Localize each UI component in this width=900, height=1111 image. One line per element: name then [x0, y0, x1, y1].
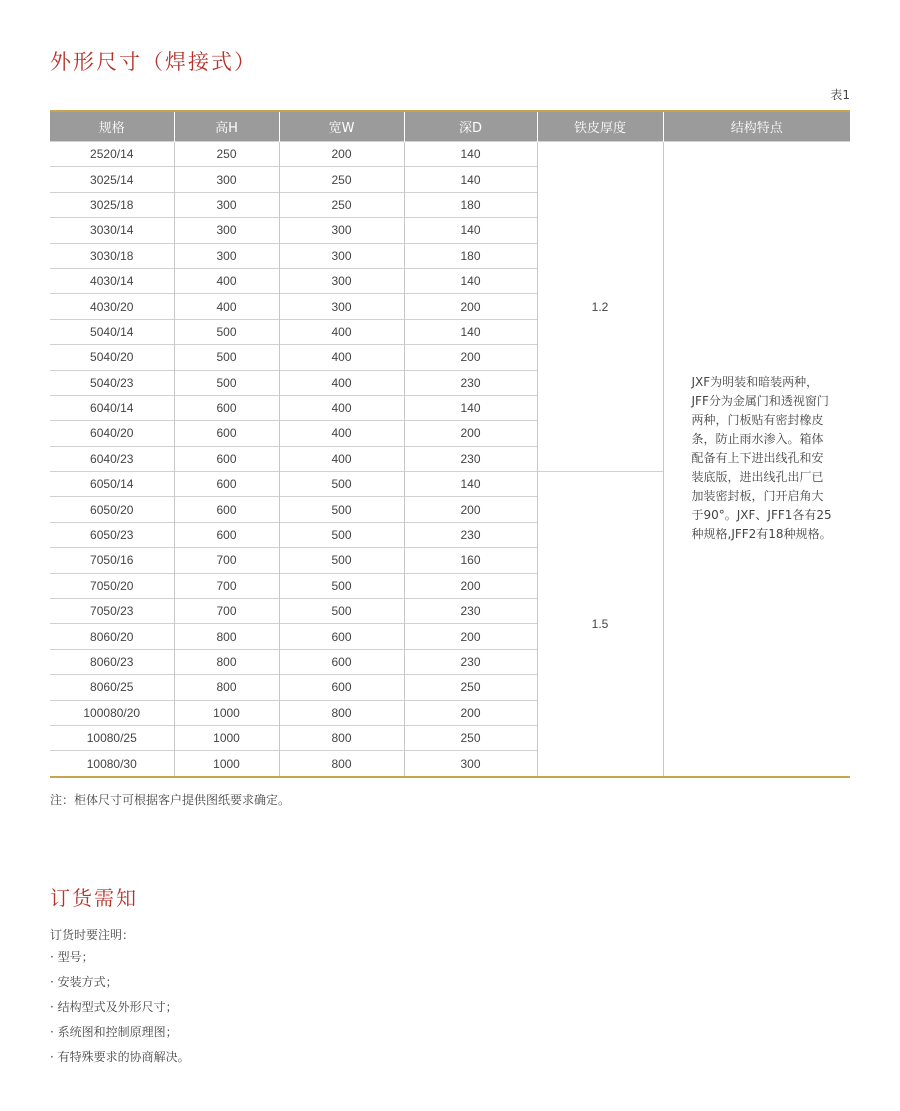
- cell-height: 500: [174, 370, 279, 395]
- cell-depth: 230: [404, 370, 537, 395]
- cell-spec: 7050/16: [50, 548, 174, 573]
- ordering-intro: 订货时要注明：: [50, 928, 135, 942]
- cell-height: 600: [174, 472, 279, 497]
- cell-width: 500: [279, 497, 404, 522]
- cell-depth: 140: [404, 218, 537, 243]
- header-spec: 规格: [50, 111, 174, 142]
- cell-height: 300: [174, 167, 279, 192]
- cell-height: 600: [174, 446, 279, 471]
- cell-depth: 160: [404, 548, 537, 573]
- cell-depth: 180: [404, 192, 537, 217]
- cell-depth: 250: [404, 725, 537, 750]
- cell-width: 600: [279, 675, 404, 700]
- cell-height: 700: [174, 573, 279, 598]
- cell-features: JXF为明装和暗装两种，JFF分为金属门和透视窗门两种，门板贴有密封橡皮条，防止雨水渗入。箱体配备有上下进出线孔和安装底版，进出线孔出厂已加装密封板，门开启角大于90°。JXF、JFF1各有25种规格,JFF2有18种规格。: [663, 142, 850, 777]
- cell-height: 800: [174, 675, 279, 700]
- cell-width: 400: [279, 421, 404, 446]
- cell-width: 250: [279, 192, 404, 217]
- table-header-row: [50, 111, 850, 142]
- cell-depth: 140: [404, 142, 537, 167]
- cell-spec: 5040/23: [50, 370, 174, 395]
- dimensions-table: [50, 110, 850, 778]
- cell-width: 400: [279, 370, 404, 395]
- cell-depth: 200: [404, 700, 537, 725]
- ordering-item: · 结构型式及外形尺寸；: [50, 1000, 178, 1014]
- cell-width: 300: [279, 268, 404, 293]
- cell-spec: 6050/14: [50, 472, 174, 497]
- cell-spec: 4030/20: [50, 294, 174, 319]
- ordering-item: · 安装方式；: [50, 975, 118, 989]
- cell-width: 500: [279, 599, 404, 624]
- cell-height: 300: [174, 218, 279, 243]
- header-depth: 深D: [404, 111, 537, 142]
- cell-height: 500: [174, 345, 279, 370]
- cell-thickness: 1.5: [537, 472, 663, 777]
- cell-height: 1000: [174, 725, 279, 750]
- cell-depth: 140: [404, 268, 537, 293]
- cell-depth: 230: [404, 522, 537, 547]
- cell-depth: 200: [404, 497, 537, 522]
- cell-depth: 200: [404, 421, 537, 446]
- cell-spec: 7050/23: [50, 599, 174, 624]
- cell-height: 800: [174, 649, 279, 674]
- cell-depth: 200: [404, 294, 537, 319]
- cell-height: 600: [174, 497, 279, 522]
- cell-spec: 6050/20: [50, 497, 174, 522]
- header-features: 结构特点: [663, 111, 850, 142]
- table-note: 注：柜体尺寸可根据客户提供图纸要求确定。: [50, 793, 291, 807]
- cell-depth: 140: [404, 395, 537, 420]
- cell-height: 1000: [174, 751, 279, 777]
- cell-spec: 3025/14: [50, 167, 174, 192]
- cell-depth: 250: [404, 675, 537, 700]
- cell-spec: 6040/20: [50, 421, 174, 446]
- cell-height: 700: [174, 548, 279, 573]
- cell-spec: 3025/18: [50, 192, 174, 217]
- table-row: [50, 142, 850, 167]
- table-label: 表1: [830, 88, 850, 102]
- cell-width: 600: [279, 624, 404, 649]
- table-body: [50, 142, 850, 777]
- cell-spec: 10080/30: [50, 751, 174, 777]
- cell-spec: 10080/25: [50, 725, 174, 750]
- section-title-dimensions: 外形尺寸（焊接式）: [50, 50, 257, 74]
- cell-width: 600: [279, 649, 404, 674]
- cell-depth: 200: [404, 345, 537, 370]
- cell-width: 300: [279, 243, 404, 268]
- cell-width: 200: [279, 142, 404, 167]
- cell-spec: 5040/14: [50, 319, 174, 344]
- cell-spec: 6050/23: [50, 522, 174, 547]
- ordering-list: [50, 950, 190, 1075]
- cell-spec: 7050/20: [50, 573, 174, 598]
- cell-spec: 6040/23: [50, 446, 174, 471]
- cell-depth: 230: [404, 649, 537, 674]
- cell-width: 500: [279, 472, 404, 497]
- section-title-ordering: 订货需知: [50, 886, 138, 910]
- cell-thickness: 1.2: [537, 142, 663, 472]
- cell-spec: 8060/20: [50, 624, 174, 649]
- cell-spec: 6040/14: [50, 395, 174, 420]
- cell-width: 500: [279, 522, 404, 547]
- cell-width: 500: [279, 573, 404, 598]
- cell-height: 400: [174, 268, 279, 293]
- cell-spec: 4030/14: [50, 268, 174, 293]
- cell-height: 250: [174, 142, 279, 167]
- cell-depth: 180: [404, 243, 537, 268]
- cell-spec: 3030/18: [50, 243, 174, 268]
- cell-height: 300: [174, 192, 279, 217]
- header-height: 高H: [174, 111, 279, 142]
- cell-width: 400: [279, 345, 404, 370]
- cell-width: 800: [279, 751, 404, 777]
- cell-spec: 3030/14: [50, 218, 174, 243]
- cell-depth: 300: [404, 751, 537, 777]
- cell-spec: 100080/20: [50, 700, 174, 725]
- cell-depth: 230: [404, 599, 537, 624]
- cell-width: 400: [279, 446, 404, 471]
- ordering-item: · 型号；: [50, 950, 94, 964]
- cell-height: 1000: [174, 700, 279, 725]
- cell-width: 300: [279, 218, 404, 243]
- cell-height: 600: [174, 522, 279, 547]
- cell-depth: 140: [404, 319, 537, 344]
- cell-width: 800: [279, 700, 404, 725]
- cell-depth: 200: [404, 624, 537, 649]
- cell-width: 400: [279, 319, 404, 344]
- cell-width: 500: [279, 548, 404, 573]
- cell-spec: 5040/20: [50, 345, 174, 370]
- ordering-item: · 有特殊要求的协商解决。: [50, 1050, 190, 1064]
- cell-width: 800: [279, 725, 404, 750]
- header-width: 宽W: [279, 111, 404, 142]
- cell-height: 600: [174, 395, 279, 420]
- cell-width: 250: [279, 167, 404, 192]
- cell-height: 500: [174, 319, 279, 344]
- cell-height: 300: [174, 243, 279, 268]
- cell-height: 700: [174, 599, 279, 624]
- cell-spec: 8060/23: [50, 649, 174, 674]
- cell-depth: 140: [404, 472, 537, 497]
- header-thickness: 铁皮厚度: [537, 111, 663, 142]
- cell-width: 300: [279, 294, 404, 319]
- cell-height: 400: [174, 294, 279, 319]
- dimensions-table-container: [50, 110, 850, 778]
- cell-height: 600: [174, 421, 279, 446]
- cell-depth: 200: [404, 573, 537, 598]
- cell-depth: 140: [404, 167, 537, 192]
- cell-height: 800: [174, 624, 279, 649]
- cell-spec: 2520/14: [50, 142, 174, 167]
- cell-spec: 8060/25: [50, 675, 174, 700]
- cell-width: 400: [279, 395, 404, 420]
- cell-depth: 230: [404, 446, 537, 471]
- ordering-item: · 系统图和控制原理图；: [50, 1025, 178, 1039]
